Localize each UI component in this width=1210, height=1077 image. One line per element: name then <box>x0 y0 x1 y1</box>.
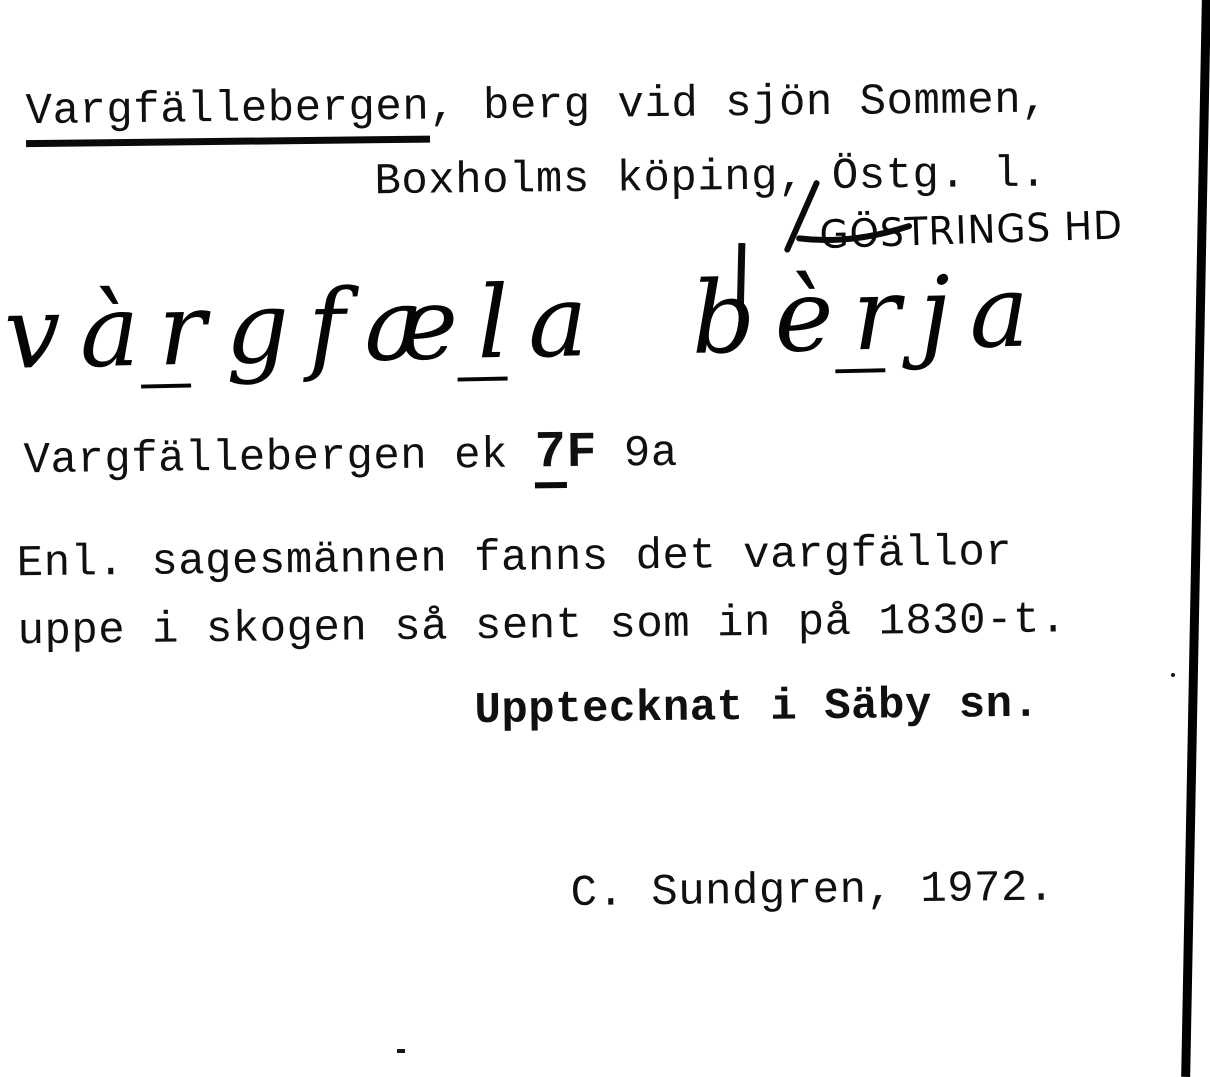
note-line-1: Enl. sagesmännen fanns det vargfällor <box>16 527 1013 590</box>
headline-description: , berg vid sjön Sommen, <box>428 75 1049 133</box>
location-line: Boxholms köping, Östg. l. <box>374 149 1048 208</box>
scan-speck-dot <box>1171 673 1175 677</box>
signature-line: C. Sundgren, 1972. <box>570 863 1056 920</box>
map-reference-prefix: Vargfällebergen ek <box>23 430 536 487</box>
record-note: Upptecknat i Säby sn. <box>474 679 1040 737</box>
map-reference-line <box>23 425 678 487</box>
note-line-2: uppe i skogen så sent som in på 1830-t. <box>17 595 1068 658</box>
phonetic-notation-handwritten: vàr̲gfæl̲a bèr̲ja <box>2 252 1050 392</box>
district-annotation-handwritten: GÖSTRINGS HD <box>818 203 1124 259</box>
headword-underlined: Vargfällebergen <box>25 83 429 148</box>
map-square: 9a <box>596 428 679 480</box>
scan-speck-dash <box>397 1049 405 1053</box>
map-sheet-number-underlined: 7 <box>534 423 566 488</box>
map-sheet-letter: F <box>566 424 598 483</box>
